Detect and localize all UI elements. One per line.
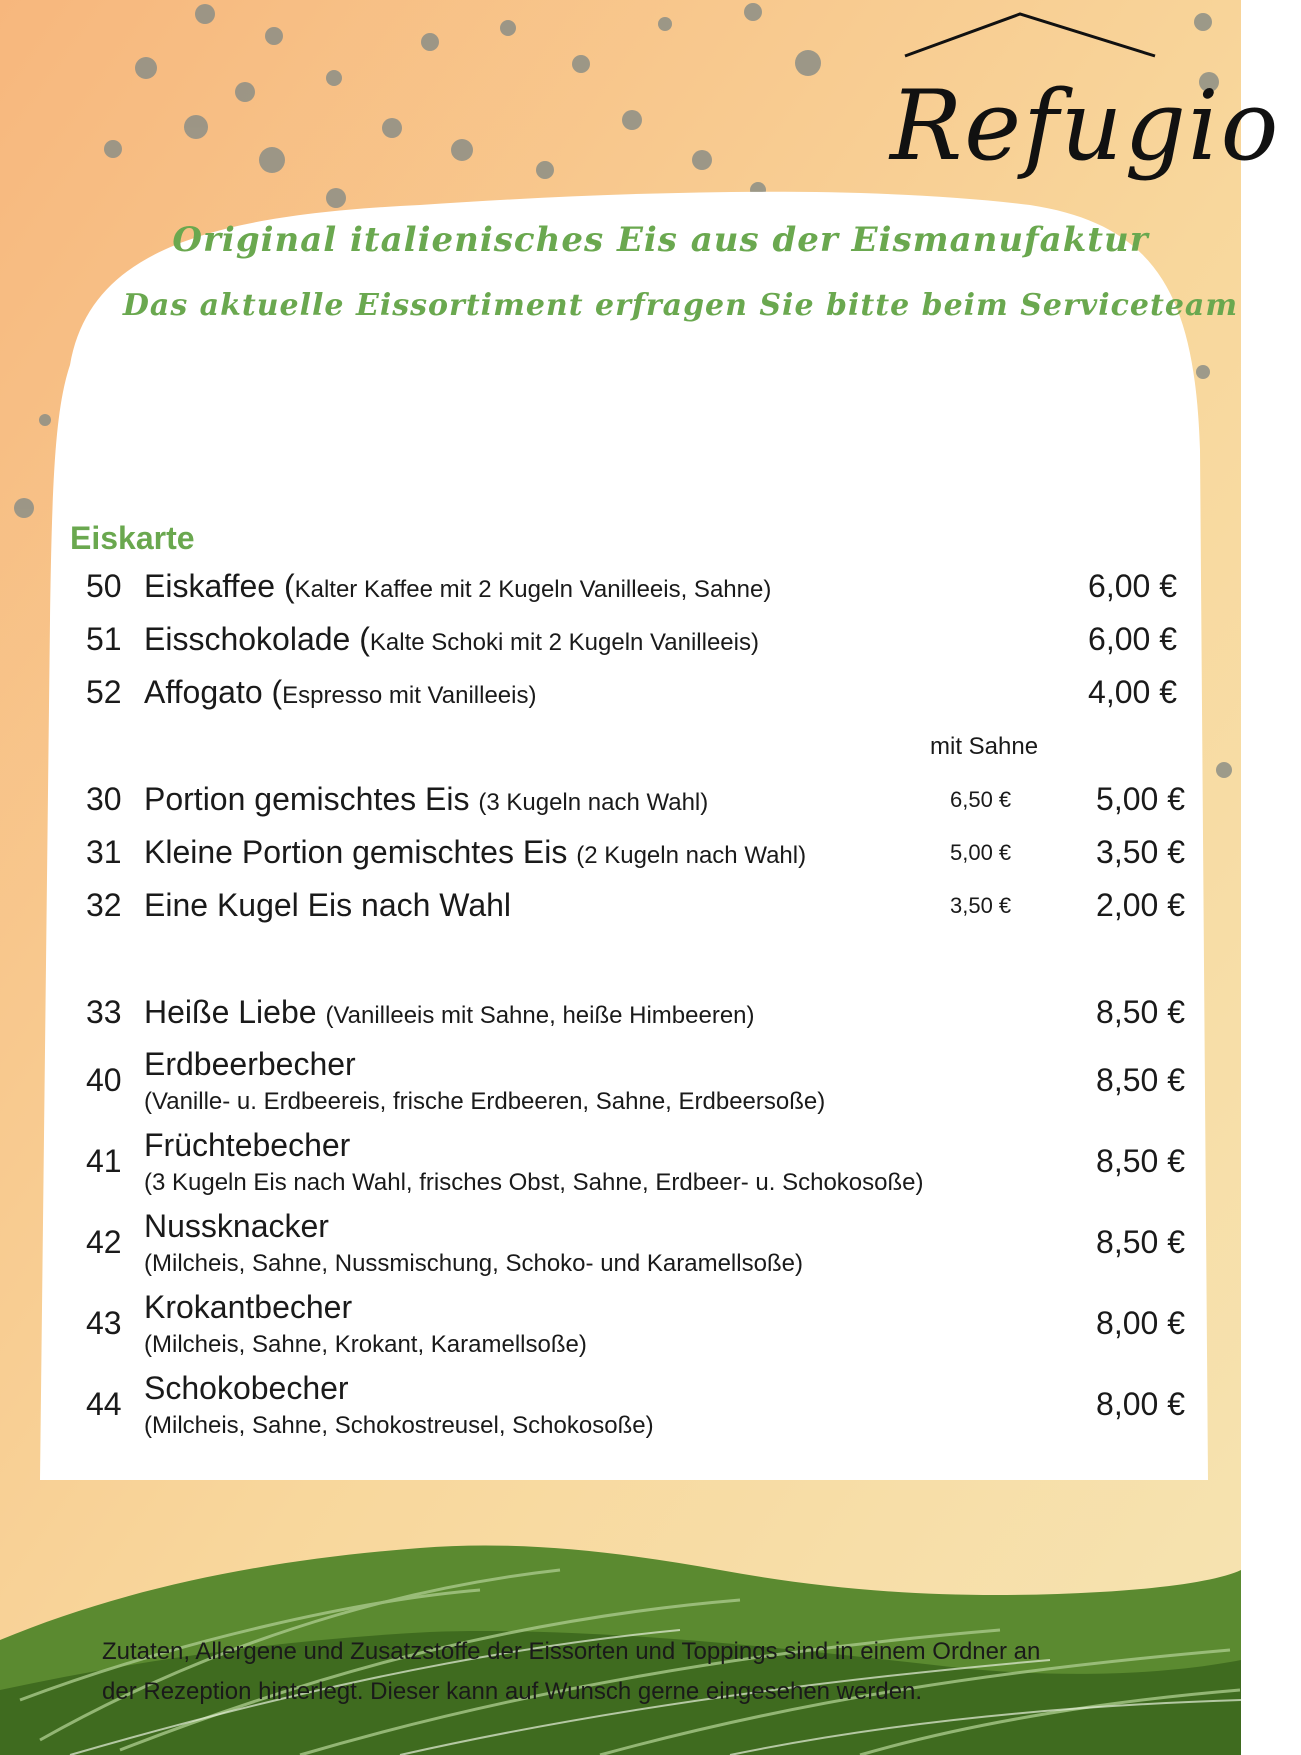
item-name: Affogato (Espresso mit Vanilleeis) [144, 674, 537, 710]
footer-line-2: der Rezeption hinterlegt. Dieser kann auf Wunsch gerne eingesehen werden. [102, 1678, 923, 1705]
item-number: 40 [86, 1062, 122, 1098]
cream-price: 3,50 € [950, 893, 1012, 918]
item-number: 31 [86, 834, 122, 870]
footer-line-1: Zutaten, Allergene und Zusatzstoffe der Eissorten und Toppings sind in einem Ordner an [102, 1638, 1041, 1665]
item-name: Eiskaffee (Kalter Kaffee mit 2 Kugeln Vanilleeis, Sahne) [144, 568, 772, 604]
item-description: Espresso mit Vanilleeis) [282, 682, 537, 709]
item-price: 4,00 € [1088, 674, 1177, 710]
item-price: 8,00 € [1096, 1386, 1185, 1422]
item-description: Kalte Schoki mit 2 Kugeln Vanilleeis) [369, 629, 759, 656]
logo-text: Refugio [890, 70, 1281, 182]
item-description: (Vanille- u. Erdbeereis, frische Erdbeeren, Sahne, Erdbeersoße) [144, 1088, 826, 1115]
item-number: 52 [86, 674, 122, 710]
item-price: 8,50 € [1096, 994, 1185, 1030]
cream-price: 6,50 € [950, 787, 1012, 812]
allergen-notice [102, 1632, 1152, 1712]
header-line-2: Das aktuelle Eissortiment erfragen Sie bitte beim Serviceteam [122, 288, 1239, 323]
item-name: Portion gemischtes Eis (3 Kugeln nach Wahl) [144, 781, 709, 817]
cream-column-header: mit Sahne [930, 733, 1039, 760]
item-number: 51 [86, 621, 122, 657]
item-price: 3,50 € [1096, 834, 1185, 870]
item-description: (3 Kugeln Eis nach Wahl, frisches Obst, Sahne, Erdbeer- u. Schokosoße) [144, 1169, 924, 1196]
cream-price: 5,00 € [950, 840, 1012, 865]
item-description: Kalter Kaffee mit 2 Kugeln Vanilleeis, Sahne) [294, 576, 772, 603]
item-description: (Milcheis, Sahne, Nussmischung, Schoko- und Karamellsoße) [144, 1250, 803, 1277]
item-price: 6,00 € [1088, 621, 1177, 657]
item-name: Heiße Liebe (Vanilleeis mit Sahne, heiße Himbeeren) [144, 994, 755, 1030]
roof-icon [900, 8, 1160, 58]
item-number: 43 [86, 1305, 122, 1341]
item-price: 8,50 € [1096, 1224, 1185, 1260]
refugio-logo [890, 60, 1281, 220]
item-description: (Vanilleeis mit Sahne, heiße Himbeeren) [325, 1002, 755, 1029]
item-description: (2 Kugeln nach Wahl) [576, 842, 807, 869]
item-number: 41 [86, 1143, 122, 1179]
item-price: 8,00 € [1096, 1305, 1185, 1341]
item-price: 8,50 € [1096, 1143, 1185, 1179]
item-number: 30 [86, 781, 122, 817]
item-number: 33 [86, 994, 122, 1030]
item-name: Eine Kugel Eis nach Wahl [144, 887, 512, 923]
item-name: Erdbeerbecher [144, 1046, 356, 1082]
item-description: (Milcheis, Sahne, Krokant, Karamellsoße) [144, 1331, 587, 1358]
item-name: Eisschokolade (Kalte Schoki mit 2 Kugeln Vanilleeis) [144, 621, 759, 657]
item-price: 6,00 € [1088, 568, 1177, 604]
item-name: Nussknacker [144, 1208, 329, 1244]
item-name: Früchtebecher [144, 1127, 351, 1163]
item-number: 42 [86, 1224, 122, 1260]
item-number: 50 [86, 568, 122, 604]
item-number: 32 [86, 887, 122, 923]
item-price: 5,00 € [1096, 781, 1185, 817]
header-line-1: Original italienisches Eis aus der Eismanufaktur [172, 220, 1149, 260]
item-name: Kleine Portion gemischtes Eis (2 Kugeln nach Wahl) [144, 834, 807, 870]
item-price: 8,50 € [1096, 1062, 1185, 1098]
section-title: Eiskarte [70, 520, 195, 556]
item-price: 2,00 € [1096, 887, 1185, 923]
item-description: (3 Kugeln nach Wahl) [478, 789, 709, 816]
item-name: Schokobecher [144, 1370, 349, 1406]
item-name: Krokantbecher [144, 1289, 353, 1325]
item-description: (Milcheis, Sahne, Schokostreusel, Schokosoße) [144, 1412, 654, 1439]
item-number: 44 [86, 1386, 122, 1422]
